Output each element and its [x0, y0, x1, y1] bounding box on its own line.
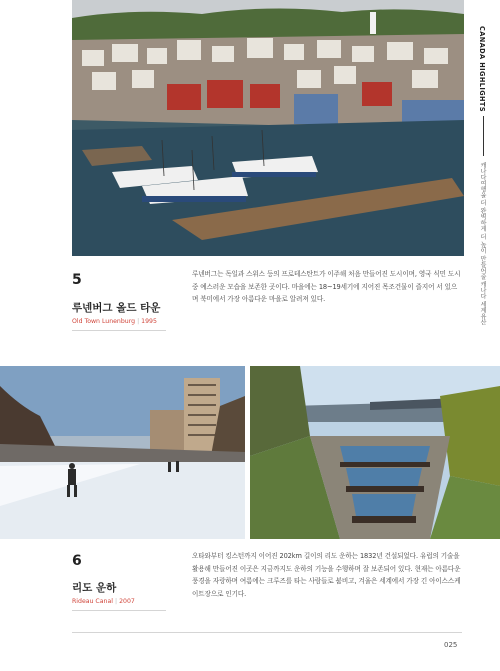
entry-title: 루넨버그 올드 타운	[72, 302, 161, 314]
rideau-canal-winter-photo	[0, 366, 245, 539]
sidebar-section-title: CANADA HIGHLIGHTS	[478, 26, 486, 112]
entry-title: 리도 운하	[72, 582, 117, 594]
sidebar-tagline: 캐나다여행을 더 완벽하게 더 높이 만들어줄 캐나다 세계유산	[479, 162, 486, 326]
entry-number: 6	[72, 553, 82, 569]
entry-subtitle: Rideau Canal | 2007	[72, 598, 135, 605]
entry-subtitle-en: Old Town Lunenburg	[72, 318, 136, 325]
entry-subtitle-en: Rideau Canal	[72, 598, 113, 605]
rideau-canal-locks-photo	[250, 366, 500, 539]
page-number: 025	[444, 641, 458, 649]
entry-year: 2007	[119, 598, 135, 605]
entry-body: 오타와부터 킹스턴까지 이어진 202km 길이의 리도 운하는 1832년 건설되었다. 유럽의 기술을 활용해 만들어진 이곳은 지금까지도 운하의 기능을 수행하며 잘 보존되어 있다. 현재는 아름다운 풍경을 자랑하며 여름에는 크루즈를 타는 사람들로 붐비고, 겨울은 세계에서 가장 긴 아이스스케이트장으로 인기다.	[192, 552, 461, 598]
entry-subtitle: Old Town Lunenburg | 1995	[72, 318, 157, 325]
lunenburg-harbour-photo	[72, 0, 464, 256]
entry-year: 1995	[141, 318, 157, 325]
entry-title-divider	[72, 330, 166, 331]
sidebar-divider	[483, 116, 484, 156]
entry-title-divider	[72, 610, 166, 611]
footer-rule	[72, 632, 462, 633]
entry-number: 5	[72, 272, 82, 288]
entry-body: 루넨버그는 독일과 스위스 등의 프로테스탄트가 이주해 처음 만들어진 도시이며, 영국 식민 도시 중 예스러운 모습을 보존한 곳이다. 마을에는 18~19세기에 지어진 목조건물이 즐지어 서 있으며 북미에서 가장 아름다운 마을로 알려져 있다.	[192, 270, 461, 304]
